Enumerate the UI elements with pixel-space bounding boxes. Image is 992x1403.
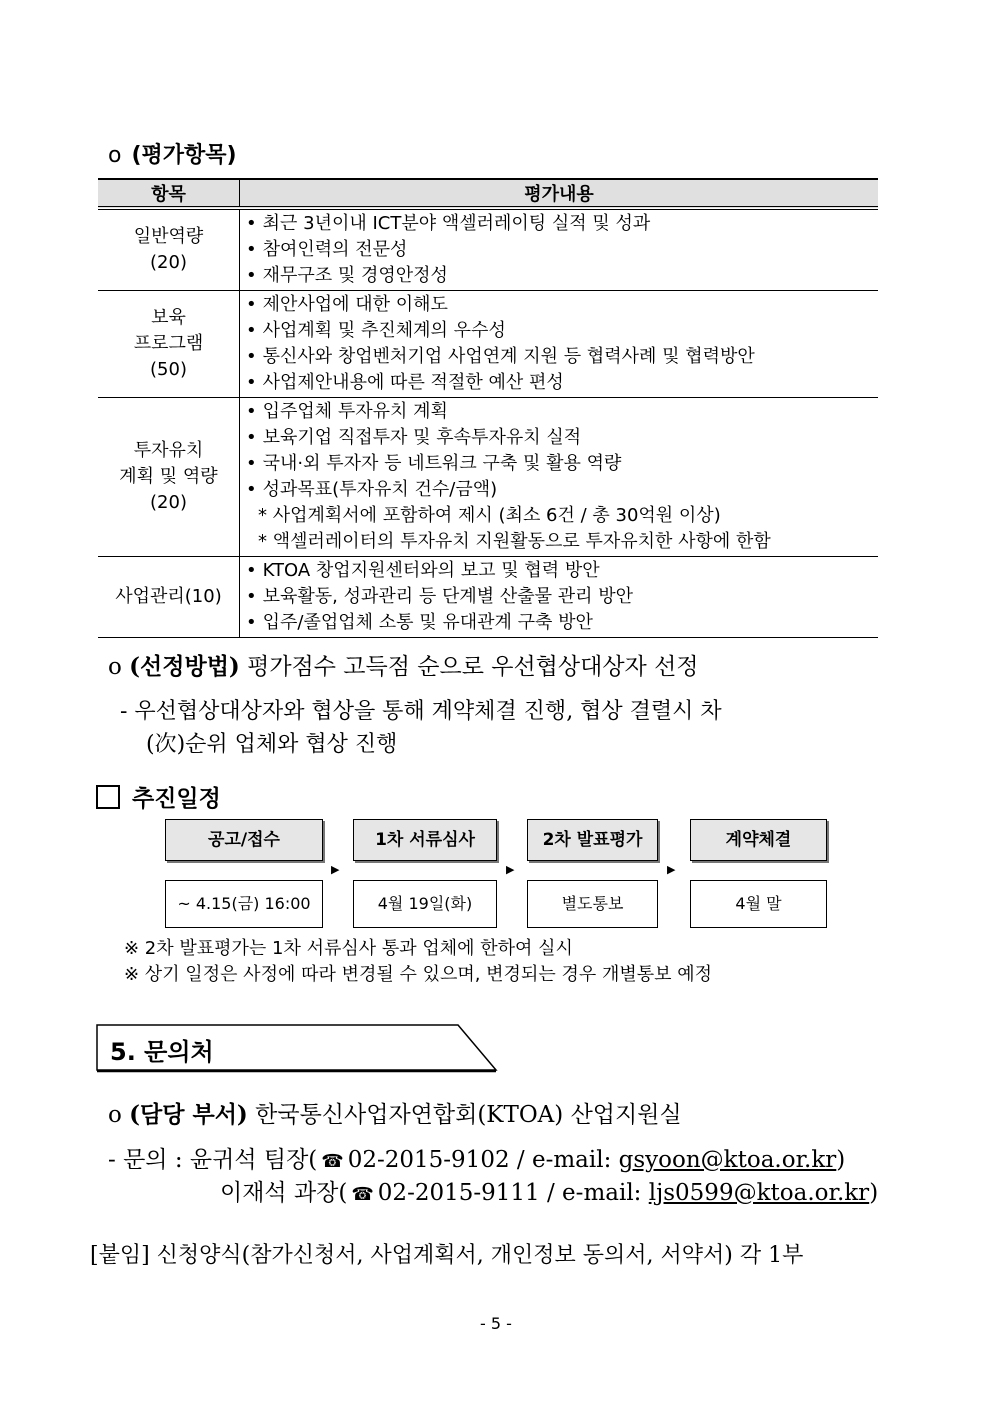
list-item	[246, 477, 872, 503]
evaluation-heading-label: (평가항목)	[131, 143, 237, 168]
list-item-text: 입주업체 투자유치 계획	[262, 401, 448, 422]
list-item-text: 최근 3년이내 ICT분야 액셀러레이팅 실적 및 성과	[262, 213, 651, 234]
list-item	[246, 584, 872, 610]
list-item-text: 보육기업 직접투자 및 후속투자유치 실적	[262, 427, 582, 448]
category-label: 사업관리(10)	[115, 586, 222, 607]
list-item	[246, 318, 872, 344]
bullet-icon: •	[246, 479, 257, 500]
schedule-date-3: 별도통보	[527, 880, 658, 928]
bullet-icon: •	[246, 372, 257, 393]
table-row	[98, 208, 878, 291]
content-cell	[240, 398, 879, 557]
phone-icon: ☎	[321, 1151, 344, 1172]
bullet-icon: •	[246, 294, 257, 315]
schedule-title	[96, 780, 221, 813]
department-text: 한국통신사업자연합회(KTOA) 산업지원실	[255, 1102, 682, 1128]
list-item	[246, 425, 872, 451]
category-label: 프로그램	[133, 333, 204, 354]
list-item	[246, 370, 872, 396]
schedule-date-4: 4월 말	[690, 880, 827, 928]
list-item	[246, 610, 872, 636]
category-cell	[98, 291, 240, 398]
category-label: 투자유치	[133, 440, 204, 461]
list-item-text: 통신사와 창업벤처기업 사업연계 지원 등 협력사례 및 협력방안	[262, 346, 755, 367]
list-item	[246, 451, 872, 477]
list-item-text: 참여인력의 전문성	[262, 239, 408, 260]
schedule-step-1: 공고/접수	[165, 819, 323, 861]
contact-close: )	[836, 1147, 846, 1173]
bullet-icon: •	[246, 401, 257, 422]
content-cell	[240, 557, 879, 638]
note-item: * 액셀러레이터의 투자유치 지원활동으로 투자유치한 사항에 한함	[258, 531, 771, 552]
bullet-icon: •	[246, 586, 257, 607]
category-cell	[98, 208, 240, 291]
department	[108, 1096, 682, 1129]
table-header-row	[98, 179, 878, 208]
evaluation-heading	[108, 138, 237, 169]
table-row	[98, 557, 878, 638]
contact-prefix: - 문의 :	[108, 1147, 183, 1173]
category-label: 일반역량	[133, 226, 204, 247]
list-item-text: 사업제안내용에 따른 적절한 예산 편성	[262, 372, 564, 393]
evaluation-table	[98, 178, 878, 638]
arrow-right-icon: ▶	[667, 863, 676, 876]
selection-text: 평가점수 고득점 순으로 우선협상대상자 선정	[247, 654, 699, 680]
contact-1	[108, 1141, 845, 1174]
category-label: (50)	[150, 359, 187, 380]
list-item	[246, 344, 872, 370]
selection-method	[108, 648, 699, 681]
schedule-step-4: 계약체결	[690, 819, 827, 861]
bullet: o	[108, 1102, 122, 1128]
list-item	[246, 237, 872, 263]
list-item	[246, 399, 872, 425]
content-cell	[240, 291, 879, 398]
schedule-date-2: 4월 19일(화)	[353, 880, 497, 928]
bullet-icon: •	[246, 427, 257, 448]
bullet-icon: •	[246, 213, 257, 234]
category-label: 계획 및 역량	[119, 466, 218, 487]
list-item	[246, 211, 872, 237]
category-label: (20)	[150, 492, 187, 513]
contact-phone: 02-2015-9102	[347, 1147, 510, 1173]
section-5-header	[96, 1024, 496, 1072]
category-cell	[98, 398, 240, 557]
header-content: 평가내용	[240, 179, 879, 208]
contact-name: 윤귀석 팀장(	[189, 1147, 318, 1173]
selection-sub-line-2: (次)순위 업체와 협상 진행	[146, 732, 398, 757]
list-item	[246, 263, 872, 289]
list-item-text: 재무구조 및 경영안정성	[262, 265, 448, 286]
header-category: 항목	[98, 179, 240, 208]
contact-2	[220, 1174, 878, 1207]
bullet-icon: •	[246, 265, 257, 286]
phone-icon: ☎	[351, 1184, 374, 1205]
bullet: o	[108, 654, 122, 680]
category-label: 보육	[151, 307, 186, 328]
list-item-text: 국내·외 투자자 등 네트워크 구축 및 활용 역량	[262, 453, 622, 474]
note-item: * 사업계획서에 포함하여 제시 (최소 6건 / 총 30억원 이상)	[258, 505, 721, 526]
list-item	[246, 292, 872, 318]
list-item-text: 보육활동, 성과관리 등 단계별 산출물 관리 방안	[262, 586, 634, 607]
bullet-icon: •	[246, 239, 257, 260]
bullet: o	[108, 143, 122, 168]
bullet-icon: •	[246, 320, 257, 341]
contact-phone: 02-2015-9111	[377, 1180, 540, 1206]
page-number: - 5 -	[480, 1314, 512, 1333]
list-item	[246, 558, 872, 584]
selection-label: (선정방법)	[129, 653, 240, 680]
schedule-date-1: ~ 4.15(금) 16:00	[165, 880, 323, 928]
schedule-note-2: ※ 상기 일정은 사정에 따라 변경될 수 있으며, 변경되는 경우 개별통보 예정	[124, 964, 712, 985]
department-label: (담당 부서)	[129, 1101, 248, 1128]
arrow-right-icon: ▶	[331, 863, 340, 876]
email-label: / e-mail:	[547, 1180, 642, 1206]
bullet-icon: •	[246, 346, 257, 367]
schedule-title-label: 추진일정	[132, 785, 221, 812]
schedule-step-3: 2차 발표평가	[527, 819, 658, 861]
list-item-text: 제안사업에 대한 이해도	[262, 294, 448, 315]
bullet-icon: •	[246, 453, 257, 474]
email-label: / e-mail:	[516, 1147, 612, 1173]
email-link[interactable]: ljs0599@ktoa.or.kr	[648, 1180, 870, 1206]
table-row	[98, 291, 878, 398]
evaluation-table-body	[98, 208, 878, 638]
category-cell	[98, 557, 240, 638]
section-5-title: 5. 문의처	[110, 1038, 214, 1066]
content-cell	[240, 208, 879, 291]
contact-close: )	[869, 1180, 879, 1206]
category-label: (20)	[150, 252, 187, 273]
arrow-right-icon: ▶	[506, 863, 515, 876]
table-row	[98, 398, 878, 557]
attachment-note: [붙임] 신청양식(참가신청서, 사업계획서, 개인정보 동의서, 서약서) 각 1부	[90, 1243, 804, 1268]
contact-name: 이재석 과장(	[220, 1180, 348, 1206]
email-link[interactable]: gsyoon@ktoa.or.kr	[618, 1147, 837, 1173]
bullet-icon: •	[246, 612, 257, 633]
checkbox-square-icon	[96, 785, 120, 809]
list-item-text: KTOA 창업지원센터와의 보고 및 협력 방안	[262, 560, 600, 581]
selection-sub-line-1: - 우선협상대상자와 협상을 통해 계약체결 진행, 협상 결렬시 차	[120, 699, 722, 724]
list-item-text: 성과목표(투자유치 건수/금액)	[262, 479, 498, 500]
list-item-text: 사업계획 및 추진체계의 우수성	[262, 320, 506, 341]
schedule-note-1: ※ 2차 발표평가는 1차 서류심사 통과 업체에 한하여 실시	[124, 938, 573, 959]
bullet-icon: •	[246, 560, 257, 581]
list-item-text: 입주/졸업업체 소통 및 유대관계 구축 방안	[262, 612, 593, 633]
schedule-step-2: 1차 서류심사	[353, 819, 497, 861]
